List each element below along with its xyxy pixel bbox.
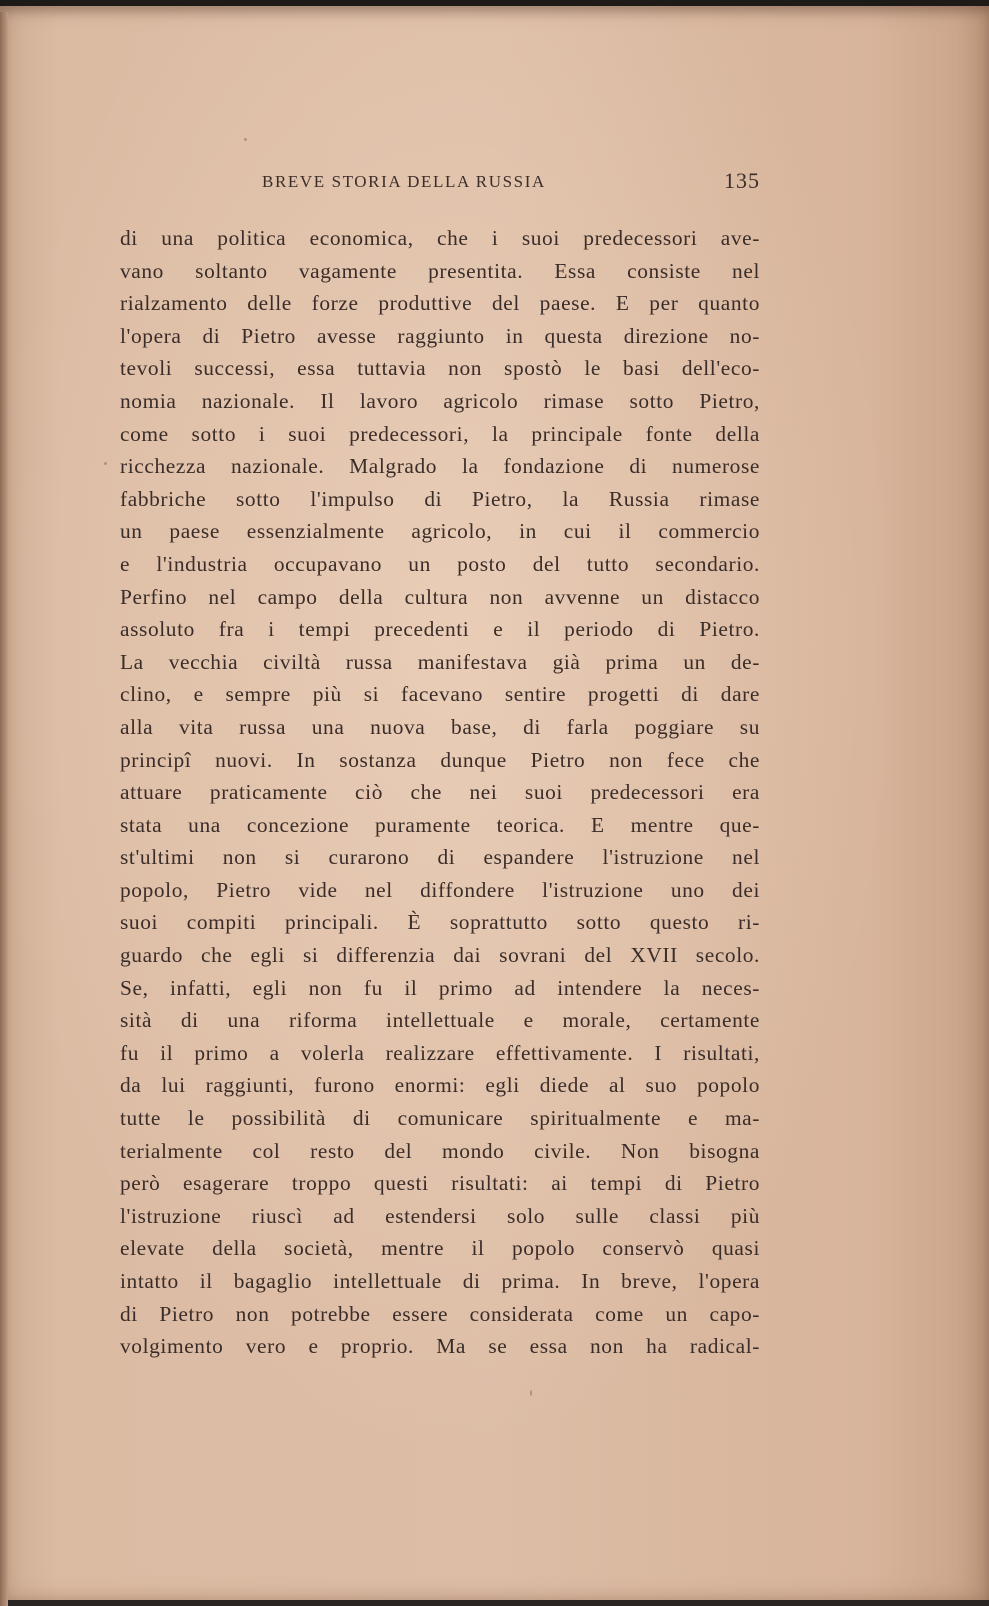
text-line: fu il primo a volerla realizzare effettivamente. I risultati, — [120, 1040, 760, 1065]
text-line: nomia nazionale. Il lavoro agricolo rimase sotto Pietro, — [120, 388, 760, 413]
book-page — [0, 6, 989, 1600]
text-line: tevoli successi, essa tuttavia non spostò le basi dell'eco- — [120, 356, 760, 381]
text-line: l'opera di Pietro avesse raggiunto in questa direzione no- — [120, 323, 760, 348]
text-line: di Pietro non potrebbe essere considerata come un capo- — [120, 1301, 760, 1326]
text-line: e l'industria occupavano un posto del tutto secondario. — [120, 551, 760, 576]
paper-speck — [530, 1390, 532, 1396]
text-line: un paese essenzialmente agricolo, in cui il commercio — [120, 519, 760, 544]
text-line: stata una concezione puramente teorica. E mentre que- — [120, 812, 760, 837]
text-line: guardo che egli si differenzia dai sovrani del XVII secolo. — [120, 943, 760, 968]
paper-speck — [244, 138, 247, 141]
text-line: sità di una riforma intellettuale e morale, certamente — [120, 1008, 760, 1033]
text-line: rialzamento delle forze produttive del paese. E per quanto — [120, 291, 760, 316]
text-line: intatto il bagaglio intellettuale di prima. In breve, l'opera — [120, 1269, 760, 1293]
text-line: da lui raggiunti, furono enormi: egli diede al suo popolo — [120, 1073, 760, 1098]
text-line: Perfino nel campo della cultura non avvenne un distacco — [120, 584, 760, 609]
text-line: suoi compiti principali. È soprattutto sotto questo ri- — [120, 910, 760, 935]
text-line: come sotto i suoi predecessori, la principale fonte della — [120, 421, 760, 446]
text-line: tutte le possibilità di comunicare spiritualmente e ma- — [120, 1106, 760, 1131]
text-line: però esagerare troppo questi risultati: ai tempi di Pietro — [120, 1171, 760, 1196]
running-title: BREVE STORIA DELLA RUSSIA — [262, 172, 546, 191]
text-line: volgimento vero e proprio. Ma se essa non ha radical- — [120, 1334, 760, 1359]
text-line: l'istruzione riuscì ad estendersi solo sulle classi più — [120, 1203, 760, 1228]
text-line: popolo, Pietro vide nel diffondere l'istruzione uno dei — [120, 877, 760, 902]
page-left-edge — [0, 12, 8, 1606]
text-line: principî nuovi. In sostanza dunque Pietro non fece che — [120, 747, 760, 772]
body-text — [120, 222, 760, 1363]
text-line: vano soltanto vagamente presentita. Essa consiste nel — [120, 258, 760, 283]
page-number: 135 — [724, 168, 760, 193]
text-line: terialmente col resto del mondo civile. Non bisogna — [120, 1138, 760, 1163]
paper-speck — [104, 462, 107, 465]
text-line: ricchezza nazionale. Malgrado la fondazione di numerose — [120, 454, 760, 479]
text-line: elevate della società, mentre il popolo conservò quasi — [120, 1236, 760, 1261]
running-header — [262, 168, 762, 196]
text-line: Se, infatti, egli non fu il primo ad intendere la neces- — [120, 975, 760, 1000]
text-line: attuare praticamente ciò che nei suoi predecessori era — [120, 780, 760, 805]
text-line: La vecchia civiltà russa manifestava già prima un de- — [120, 649, 760, 674]
text-line: clino, e sempre più si facevano sentire progetti di dare — [120, 682, 760, 707]
text-line: fabbriche sotto l'impulso di Pietro, la Russia rimase — [120, 486, 760, 511]
text-line: alla vita russa una nuova base, di farla poggiare su — [120, 714, 760, 739]
text-line: assoluto fra i tempi precedenti e il periodo di Pietro. — [120, 617, 760, 642]
text-line: st'ultimi non si curarono di espandere l'istruzione nel — [120, 845, 760, 870]
text-line: di una politica economica, che i suoi predecessori ave- — [120, 226, 760, 250]
